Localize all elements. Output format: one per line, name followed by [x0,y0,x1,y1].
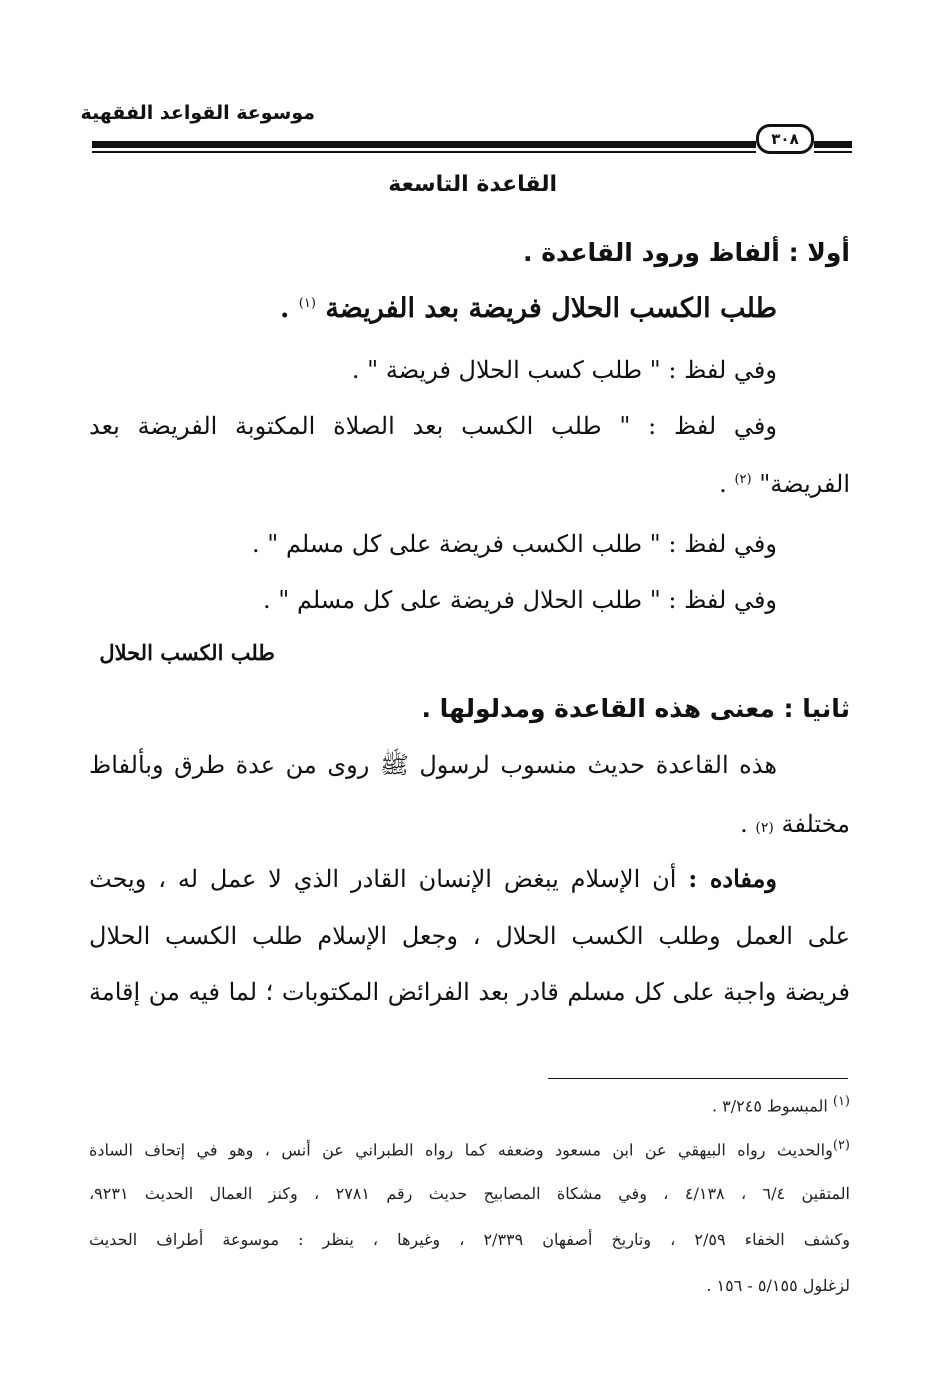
variant-2-end: الفريضة" [759,470,850,498]
footnote-ref-2a: (٢) [734,472,752,487]
header-rule-thin [92,151,756,153]
section2-heading: ثانيا : معنى هذه القاعدة ومدلولها . [421,694,850,723]
rule-text-line [280,293,777,324]
para2-line1-text: أن الإسلام يبغض الإنسان القادر الذي لا عمل له ، ويحث [89,865,677,893]
para2-line3: فريضة واجبة على كل مسلم قادر بعد الفرائض المكتوبات ؛ لما فيه من إقامة [89,978,850,1006]
footnote-ref-1: (١) [298,296,316,311]
para2-line2: على العمل وطلب الكسب الحلال ، وجعل الإسلام طلب الكسب الحلال [89,922,850,950]
variant-2-period: . [719,470,727,498]
footnote-2-line3: وكشف الخفاء ٢/٥٩ ، وتاريخ أصفهان ٢/٣٣٩ ، وغيرها ، ينظر : موسوعة أطراف الحديث [89,1230,850,1249]
variant-2-line1: وفي لفظ : " طلب الكسب بعد الصلاة المكتوبة الفريضة بعد [89,412,777,440]
footnote-1-text: المبسوط ٣/٢٤٥ . [712,1096,828,1116]
header-rule-right [814,141,852,148]
running-header-title: موسوعة القواعد الفقهية [80,102,315,124]
para1-period: . [740,810,748,838]
footnote-1 [712,1094,850,1115]
para2-line1 [89,864,777,893]
footnote-separator [548,1078,848,1079]
footnote-1-marker: (١) [832,1094,850,1109]
variant-3: وفي لفظ : " طلب الكسب فريضة على كل مسلم " . [252,530,777,558]
footnote-2-line1 [89,1138,850,1159]
footnote-2-text1: والحديث رواه البيهقي عن ابن مسعود وضعفه كما رواه الطبراني عن أنس ، وهو في إتحاف السادة [89,1140,833,1160]
page-number-text: ٣٠٨ [771,130,799,148]
footnote-2-marker: (٢) [832,1138,850,1153]
footnote-ref-2b: (٢) [755,820,774,836]
footnote-2-line4: لزغلول ٥/١٥٥ - ١٥٦ . [706,1276,850,1295]
rule-text-period: . [279,293,290,324]
variant-1: وفي لفظ : " طلب كسب الحلال فريضة " . [351,356,777,384]
para1-line1: هذه القاعدة حديث منسوب لرسول ﷺ روى من عدة طرق وبألفاظ [89,751,777,779]
variant-2-line2 [719,470,850,498]
header-rule-right-thin [814,151,852,153]
para1-line2 [740,810,850,838]
footnote-2-line2: المتقين ٦/٤ ، ٤/١٣٨ ، وفي مشكاة المصابيح حديث رقم ٢٧٨١ ، وكنز العمال الحديث ٩٢٣١، [89,1184,851,1203]
para2-lead: ومفاده : [688,864,777,893]
short-form: طلب الكسب الحلال [99,640,275,665]
chapter-title: القاعدة التاسعة [388,172,557,197]
page-number [756,124,814,154]
rule-text: طلب الكسب الحلال فريضة بعد الفريضة [325,293,777,324]
section1-heading: أولا : ألفاظ ورود القاعدة . [523,238,850,267]
para1-end: مختلفة [781,810,850,838]
header-rule [92,141,756,148]
variant-4: وفي لفظ : " طلب الحلال فريضة على كل مسلم " . [263,586,777,614]
